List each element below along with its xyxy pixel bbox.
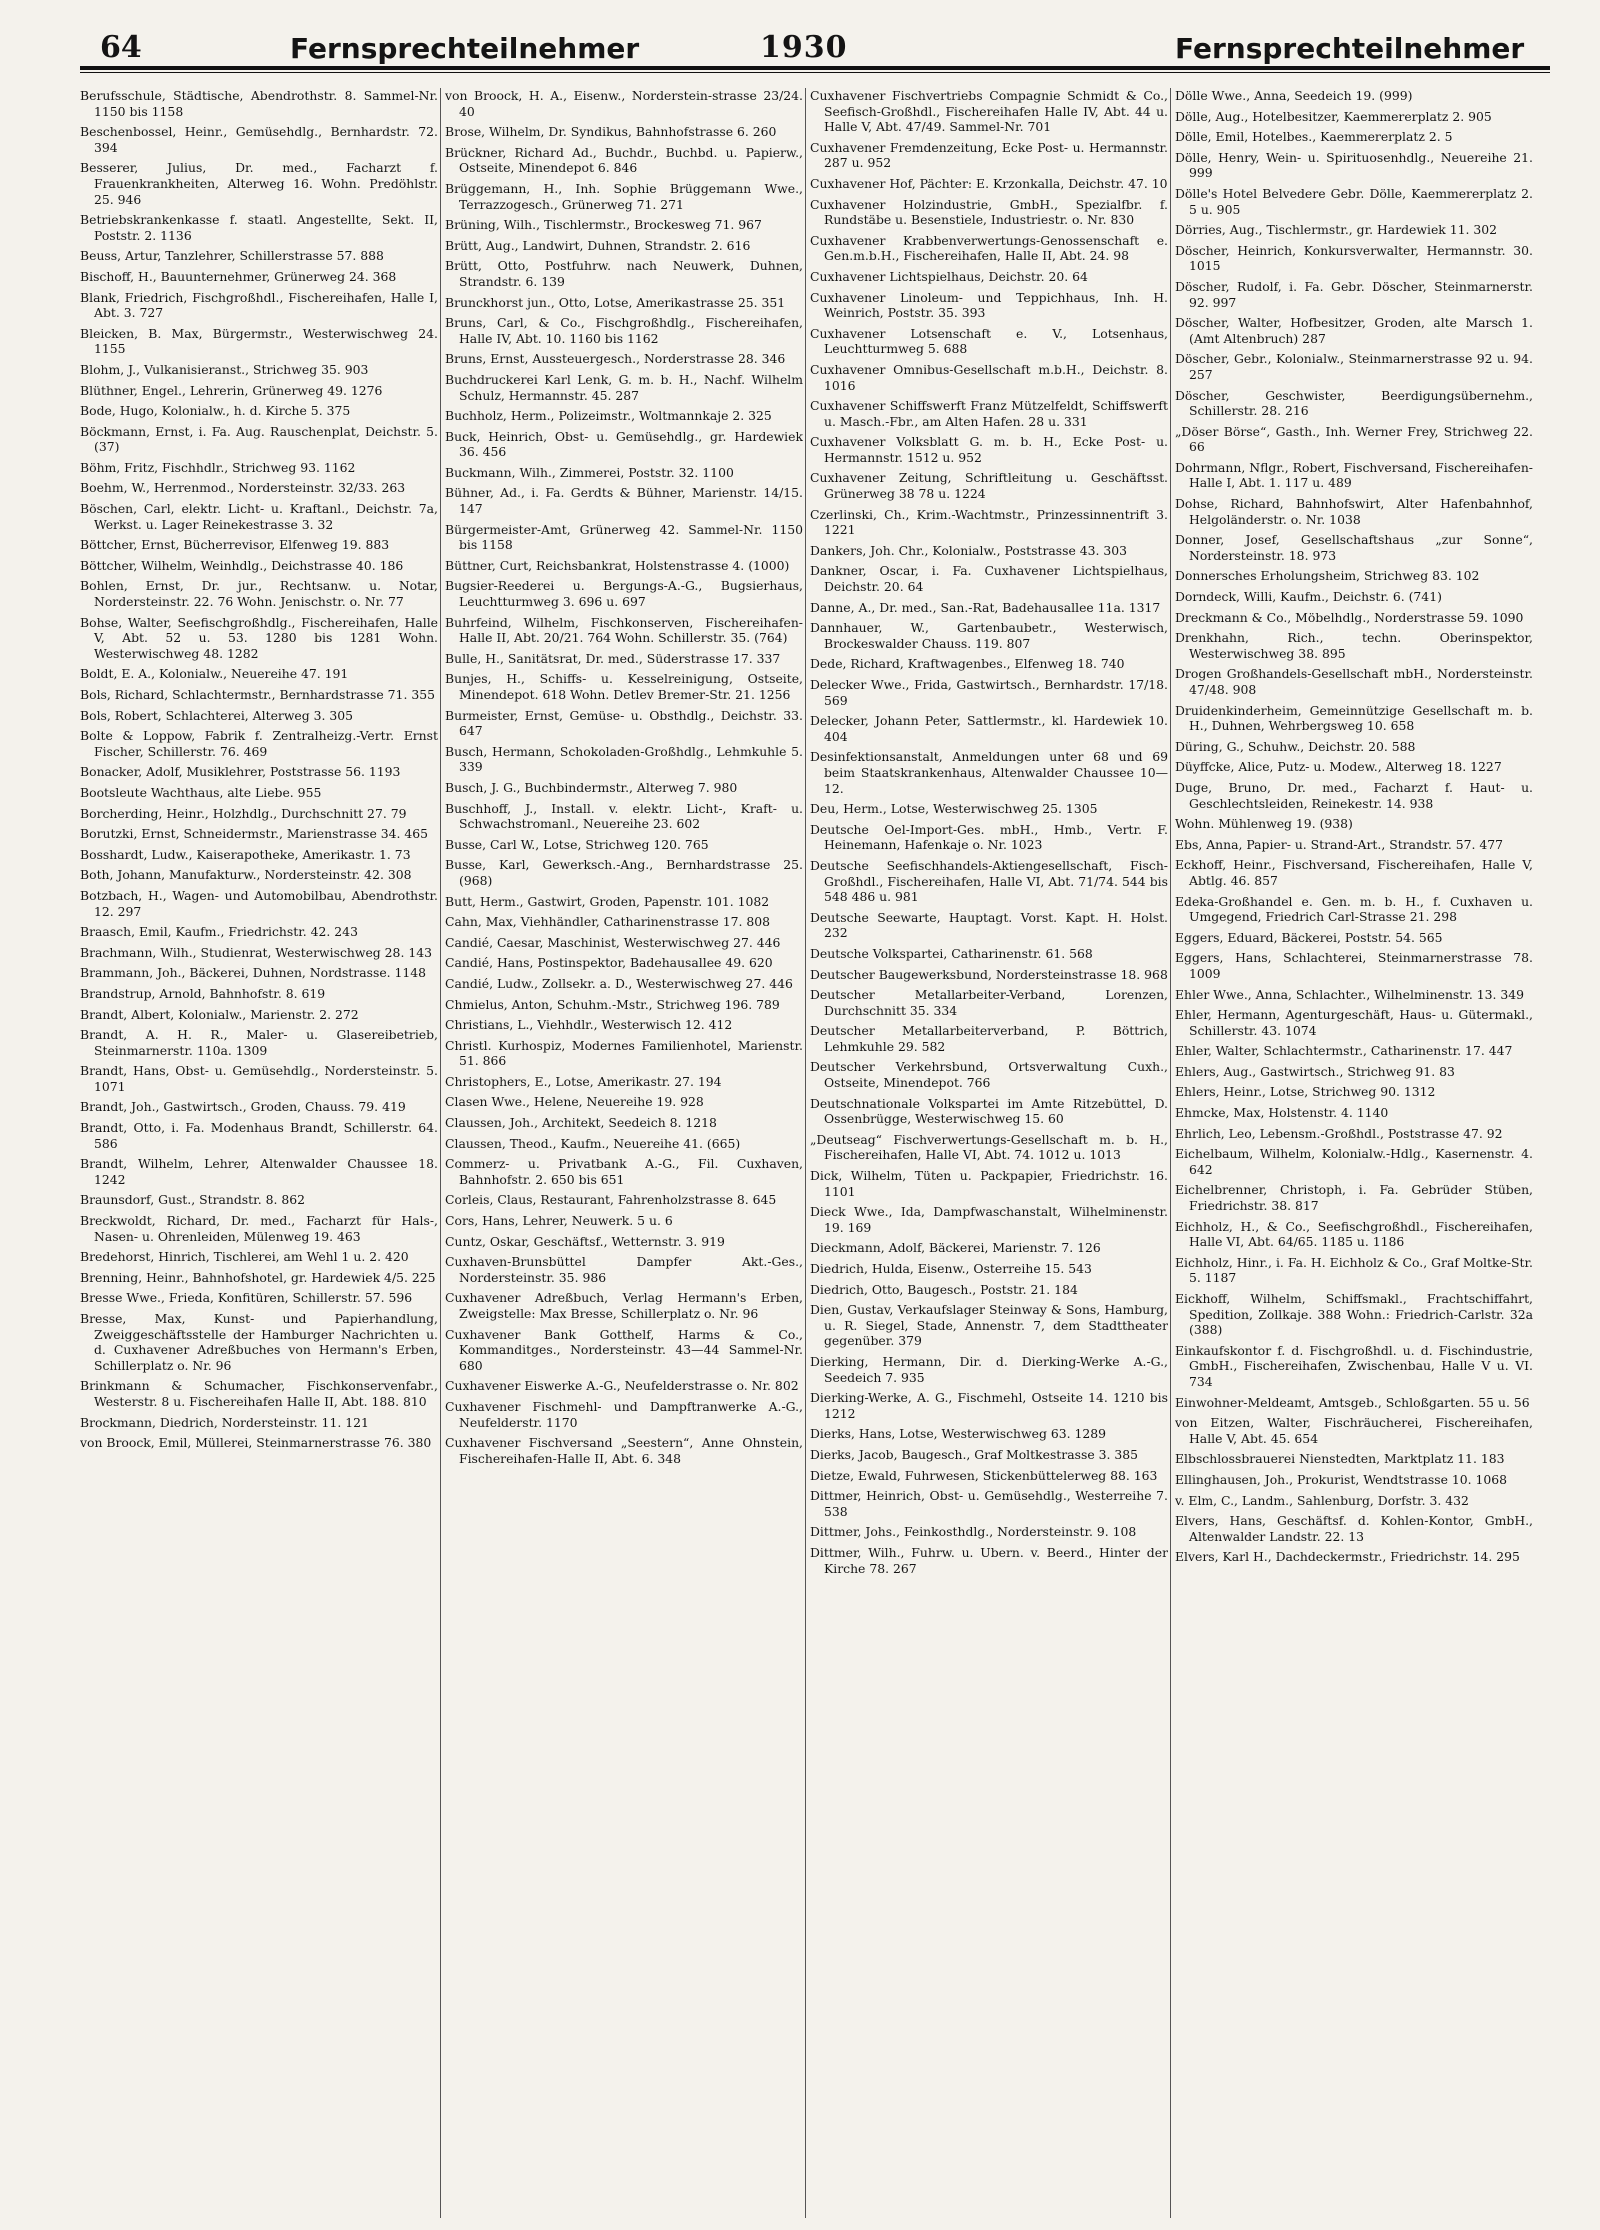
directory-entry: Dorndeck, Willi, Kaufm., Deichstr. 6. (741)	[1175, 589, 1442, 605]
directory-entry: Christophers, E., Lotse, Amerikastr. 27. 194	[445, 1073, 722, 1089]
directory-entry: Dick, Wilhelm, Tüten u. Packpapier, Friedrichstr. 16. 1101	[810, 1168, 1168, 1199]
directory-entry: Dien, Gustav, Verkaufslager Steinway & Sons, Hamburg, u. R. Siegel, Stade, Annenstr. 7, dem Stadttheater gegenüber. 379	[810, 1302, 1168, 1349]
directory-entry: Bredehorst, Hinrich, Tischlerei, am Wehl 1 u. 2. 420	[80, 1249, 409, 1265]
directory-entry: Busch, J. G., Buchbindermstr., Alterweg 7. 980	[445, 779, 738, 795]
directory-entry: Dierking-Werke, A. G., Fischmehl, Ostseite 14. 1210 bis 1212	[810, 1390, 1168, 1421]
directory-entry: Bohse, Walter, Seefischgroßhdlg., Fischereihafen, Halle V, Abt. 52 u. 53. 1280 bis 1281 Wohn. Westerwischweg 48. 1282	[80, 614, 438, 661]
directory-entry: Deutscher Baugewerksbund, Nordersteinstrasse 18. 968	[810, 966, 1168, 982]
directory-entry: Ellinghausen, Joh., Prokurist, Wendtstrasse 10. 1068	[1175, 1471, 1508, 1487]
directory-entry: Botzbach, H., Wagen- und Automobilbau, Abendrothstr. 12. 297	[80, 887, 438, 919]
header-rule-thin	[80, 72, 1550, 73]
directory-entry: Edeka-Großhandel e. Gen. m. b. H., f. Cuxhaven u. Umgegend, Friedrich Carl-Strasse 21. 298	[1175, 893, 1533, 925]
directory-entry: Dohrmann, Nflgr., Robert, Fischversand, Fischereihafen-Halle I, Abt. 1. 117 u. 489	[1175, 459, 1533, 491]
directory-entry: Buchholz, Herm., Polizeimstr., Woltmannkaje 2. 325	[445, 408, 772, 424]
directory-entry: Deutsche Volkspartei, Catharinenstr. 61. 568	[810, 945, 1093, 961]
directory-entry: Besserer, Julius, Dr. med., Facharzt f. Frauenkrankheiten, Alterweg 16. Wohn. Predöhlstr. 25. 946	[80, 160, 438, 207]
directory-entry: Burmeister, Ernst, Gemüse- u. Obsthdlg., Deichstr. 33. 647	[445, 707, 803, 739]
directory-entry: Dierks, Hans, Lotse, Westerwischweg 63. 1289	[810, 1426, 1107, 1442]
directory-entry: Claussen, Joh., Architekt, Seedeich 8. 1218	[445, 1115, 717, 1131]
directory-entry: Ehrlich, Leo, Lebensm.-Großhdl., Poststrasse 47. 92	[1175, 1125, 1503, 1141]
directory-entry: Desinfektionsanstalt, Anmeldungen unter 68 und 69 beim Staatskrankenhaus, Altenwalder Chaussee 10—12.	[810, 749, 1168, 796]
directory-entry: Ehler, Hermann, Agenturgeschäft, Haus- u. Gütermakl., Schillerstr. 43. 1074	[1175, 1007, 1533, 1038]
directory-entry: Dieckmann, Adolf, Bäckerei, Marienstr. 7. 126	[810, 1240, 1101, 1256]
directory-entry: Dierking, Hermann, Dir. d. Dierking-Werke A.-G., Seedeich 7. 935	[810, 1353, 1168, 1385]
directory-entry: Buck, Heinrich, Obst- u. Gemüsehdlg., gr. Hardewiek 36. 456	[445, 428, 803, 460]
column-3	[810, 88, 1168, 2218]
directory-entry: Cuxhavener Adreßbuch, Verlag Hermann's Erben, Zweigstelle: Max Bresse, Schillerplatz o. Nr. 96	[445, 1290, 803, 1321]
directory-entry: Brütt, Otto, Postfuhrw. nach Neuwerk, Duhnen, Strandstr. 6. 139	[445, 258, 803, 289]
directory-entry: Deutscher Verkehrsbund, Ortsverwaltung Cuxh., Ostseite, Minendepot. 766	[810, 1059, 1168, 1091]
directory-entry: Eggers, Eduard, Bäckerei, Poststr. 54. 565	[1175, 929, 1443, 945]
directory-entry: Cuxhavener Fremdenzeitung, Ecke Post- u. Hermannstr. 287 u. 952	[810, 139, 1168, 171]
directory-entry: Beuss, Artur, Tanzlehrer, Schillerstrasse 57. 888	[80, 248, 384, 264]
directory-entry: Cuxhavener Lotsenschaft e. V., Lotsenhaus, Leuchtturmweg 5. 688	[810, 325, 1168, 357]
directory-entry: Brütt, Aug., Landwirt, Duhnen, Strandstr. 2. 616	[445, 237, 751, 253]
directory-entry: Christl. Kurhospiz, Modernes Familienhotel, Marienstr. 51. 866	[445, 1037, 803, 1069]
directory-entry: Boldt, E. A., Kolonialw., Neuereihe 47. 191	[80, 666, 349, 682]
directory-entry: Cuxhavener Bank Gotthelf, Harms & Co., Kommanditges., Nordersteinstr. 43—44 Sammel-Nr. 680	[445, 1326, 803, 1373]
directory-entry: Boehm, W., Herrenmod., Nordersteinstr. 32/33. 263	[80, 480, 406, 496]
directory-entry: Buckmann, Wilh., Zimmerei, Poststr. 32. 1100	[445, 464, 734, 480]
directory-entry: Buschhoff, J., Install. v. elektr. Licht-, Kraft- u. Schwachstromanl., Neuereihe 23. 602	[445, 800, 803, 832]
directory-entry: Diedrich, Hulda, Eisenw., Osterreihe 15. 543	[810, 1261, 1092, 1276]
directory-entry: Chmielus, Anton, Schuhm.-Mstr., Strichweg 196. 789	[445, 996, 780, 1012]
directory-entry: Brüning, Wilh., Tischlermstr., Brockesweg 71. 967	[445, 217, 762, 233]
directory-entry: Drogen Großhandels-Gesellschaft mbH., Nordersteinstr. 47/48. 908	[1175, 666, 1533, 697]
directory-entry: Elvers, Hans, Geschäftsf. d. Kohlen-Kontor, GmbH., Altenwalder Landstr. 22. 13	[1175, 1513, 1533, 1544]
directory-entry: Dede, Richard, Kraftwagenbes., Elfenweg 18. 740	[810, 656, 1125, 672]
directory-entry: Bohlen, Ernst, Dr. jur., Rechtsanw. u. Notar, Nordersteinstr. 22. 76 Wohn. Jenischstr. o. Nr. 77	[80, 578, 438, 610]
directory-entry: Ehlers, Heinr., Lotse, Strichweg 90. 1312	[1175, 1084, 1436, 1100]
directory-entry: Ehler Wwe., Anna, Schlachter., Wilhelminenstr. 13. 349	[1175, 986, 1525, 1002]
directory-entry: Bunjes, H., Schiffs- u. Kesselreinigung, Ostseite, Minendepot. 618 Wohn. Detlev Bremer-Str. 21. 1256	[445, 671, 803, 702]
directory-entry: Cuxhavener Schiffswerft Franz Mützelfeldt, Schiffswerft u. Masch.-Fbr., am Alten Hafen. 28 u. 331	[810, 398, 1168, 429]
directory-entry: Dannhauer, W., Gartenbaubetr., Westerwisch, Brockeswalder Chauss. 119. 807	[810, 620, 1168, 651]
directory-entry: Christians, L., Viehhdlr., Westerwisch 12. 412	[445, 1017, 733, 1033]
directory-entry: Bleicken, B. Max, Bürgermstr., Westerwischweg 24. 1155	[80, 325, 438, 357]
directory-entry: Düyffcke, Alice, Putz- u. Modew., Alterweg 18. 1227	[1175, 759, 1502, 775]
directory-entry: Cors, Hans, Lehrer, Neuwerk. 5 u. 6	[445, 1213, 673, 1229]
column-divider	[440, 88, 441, 2218]
directory-entry: Dittmer, Johs., Feinkosthdlg., Nordersteinstr. 9. 108	[810, 1524, 1137, 1540]
directory-entry: von Broock, Emil, Müllerei, Steinmarnerstrasse 76. 380	[80, 1435, 432, 1451]
directory-entry: Ehler, Walter, Schlachtermstr., Catharinenstr. 17. 447	[1175, 1043, 1513, 1059]
directory-entry: Diedrich, Otto, Baugesch., Poststr. 21. 184	[810, 1281, 1078, 1297]
directory-entry: Cuxhaven-Brunsbüttel Dampfer Akt.-Ges., Nordersteinstr. 35. 986	[445, 1254, 803, 1285]
directory-entry: Bootsleute Wachthaus, alte Liebe. 955	[80, 784, 322, 800]
directory-entry: Czerlinski, Ch., Krim.-Wachtmstr., Prinzessinnentrift 3. 1221	[810, 506, 1168, 538]
running-title-right: Fernsprechteilnehmer	[1175, 32, 1525, 65]
directory-entry: Brenning, Heinr., Bahnhofshotel, gr. Hardewiek 4/5. 225	[80, 1269, 436, 1285]
directory-entry: Büttner, Curt, Reichsbankrat, Holstenstrasse 4. (1000)	[445, 557, 790, 573]
directory-entry: Bürgermeister-Amt, Grünerweg 42. Sammel-Nr. 1150 bis 1158	[445, 521, 803, 553]
directory-entry: Böckmann, Ernst, i. Fa. Aug. Rauschenplat, Deichstr. 5. (37)	[80, 423, 438, 455]
directory-entry: von Eitzen, Walter, Fischräucherei, Fischereihafen, Halle V, Abt. 45. 654	[1175, 1415, 1533, 1446]
directory-entry: Deutsche Oel-Import-Ges. mbH., Hmb., Vertr. F. Heinemann, Hafenkaje o. Nr. 1023	[810, 821, 1168, 853]
directory-entry: Einwohner-Meldeamt, Amtsgeb., Schloßgarten. 55 u. 56	[1175, 1394, 1530, 1410]
directory-entry: Dierks, Jacob, Baugesch., Graf Moltkestrasse 3. 385	[810, 1446, 1139, 1462]
directory-entry: Eichholz, H., & Co., Seefischgroßhdl., Fischereihafen, Halle VI, Abt. 64/65. 1185 u. 1186	[1175, 1218, 1533, 1250]
directory-entry: Blüthner, Engel., Lehrerin, Grünerweg 49. 1276	[80, 382, 383, 398]
directory-entry: Elbschlossbrauerei Nienstedten, Marktplatz 11. 183	[1175, 1451, 1505, 1467]
directory-entry: Ebs, Anna, Papier- u. Strand-Art., Strandstr. 57. 477	[1175, 836, 1503, 852]
directory-entry: Deutsche Seefischhandels-Aktiengesellschaft, Fisch-Großhdl., Fischereihafen, Halle VI, Abt. 71/74. 544 bis 548 486 u. 981	[810, 857, 1168, 905]
directory-entry: Böttcher, Wilhelm, Weinhdlg., Deichstrasse 40. 186	[80, 557, 404, 573]
year-label: 1930	[760, 30, 848, 65]
directory-entry: Cuxhavener Krabbenverwertungs-Genossenschaft e. Gen.m.b.H., Fischereihafen, Halle II, Abt. 24. 98	[810, 232, 1168, 264]
directory-entry: Deutscher Metallarbeiter-Verband, Lorenzen, Durchschnitt 35. 334	[810, 987, 1168, 1018]
directory-entry: Cuxhavener Fischmehl- und Dampftranwerke A.-G., Neufelderstr. 1170	[445, 1398, 803, 1430]
directory-entry: Düring, G., Schuhw., Deichstr. 20. 588	[1175, 738, 1416, 754]
directory-entry: Dölle Wwe., Anna, Seedeich 19. (999)	[1175, 88, 1413, 103]
directory-entry: Bolte & Loppow, Fabrik f. Zentralheizg.-Vertr. Ernst Fischer, Schillerstr. 76. 469	[80, 728, 438, 759]
directory-entry: Borutzki, Ernst, Schneidermstr., Marienstrasse 34. 465	[80, 826, 429, 842]
page-number: 64	[100, 30, 142, 65]
directory-entry: Donner, Josef, Gesellschaftshaus „zur Sonne“, Nordersteinstr. 18. 973	[1175, 532, 1533, 563]
directory-entry: Brüggemann, H., Inh. Sophie Brüggemann Wwe., Terrazzogesch., Grünerweg 71. 271	[445, 180, 803, 212]
directory-entry: Dölle, Henry, Wein- u. Spirituosenhdlg., Neuereihe 21. 999	[1175, 149, 1533, 181]
directory-entry: Brinkmann & Schumacher, Fischkonservenfabr., Westerstr. 8 u. Fischereihafen Halle II, Abt. 188. 810	[80, 1378, 438, 1409]
directory-entry: Breckwoldt, Richard, Dr. med., Facharzt für Hals-, Nasen- u. Ohrenleiden, Mülenweg 19. 463	[80, 1213, 438, 1244]
directory-entry: Drenkhahn, Rich., techn. Oberinspektor, Westerwischweg 38. 895	[1175, 630, 1533, 661]
directory-entry: Brandstrup, Arnold, Bahnhofstr. 8. 619	[80, 985, 326, 1001]
directory-entry: Eichelbaum, Wilhelm, Kolonialw.-Hdlg., Kasernenstr. 4. 642	[1175, 1146, 1533, 1177]
directory-entry: Cuxhavener Eiswerke A.-G., Neufelderstrasse o. Nr. 802	[445, 1378, 799, 1394]
directory-entry: Delecker, Johann Peter, Sattlermstr., kl. Hardewiek 10. 404	[810, 713, 1168, 744]
directory-entry: Deutscher Metallarbeiterverband, P. Böttrich, Lehmkuhle 29. 582	[810, 1023, 1168, 1054]
directory-entry: Candié, Hans, Postinspektor, Badehausallee 49. 620	[445, 955, 773, 971]
directory-entry: Busse, Carl W., Lotse, Strichweg 120. 765	[445, 836, 709, 852]
directory-entry: Corleis, Claus, Restaurant, Fahrenholzstrasse 8. 645	[445, 1192, 777, 1208]
directory-entry: Döscher, Heinrich, Konkursverwalter, Hermannstr. 30. 1015	[1175, 242, 1533, 274]
directory-entry: Eichholz, Hinr., i. Fa. H. Eichholz & Co., Graf Moltke-Str. 5. 1187	[1175, 1254, 1533, 1286]
directory-entry: Busse, Karl, Gewerksch.-Ang., Bernhardstrasse 25. (968)	[445, 857, 803, 888]
directory-entry: Cuxhavener Fischvertriebs Compagnie Schmidt & Co., Seefisch-Großhdl., Fischereihafen Halle IV, Abt. 44 u. Halle V, Abt. 47/49. Sammel-Nr. 701	[810, 88, 1168, 135]
directory-entry: Brandt, Wilhelm, Lehrer, Altenwalder Chaussee 18. 1242	[80, 1156, 438, 1187]
directory-entry: Buchdruckerei Karl Lenk, G. m. b. H., Nachf. Wilhelm Schulz, Hermannstr. 45. 287	[445, 371, 803, 403]
directory-entry: Bode, Hugo, Kolonialw., h. d. Kirche 5. 375	[80, 403, 351, 419]
running-title-left: Fernsprechteilnehmer	[290, 32, 640, 65]
directory-entry: Brunckhorst jun., Otto, Lotse, Amerikastrasse 25. 351	[445, 294, 786, 310]
directory-entry: Blohm, J., Vulkanisieranst., Strichweg 35. 903	[80, 361, 369, 377]
directory-entry: Dankers, Joh. Chr., Kolonialw., Poststrasse 43. 303	[810, 542, 1128, 558]
directory-entry: Cuxhavener Volksblatt G. m. b. H., Ecke Post- u. Hermannstr. 1512 u. 952	[810, 434, 1168, 465]
directory-entry: Brachmann, Wilh., Studienrat, Westerwischweg 28. 143	[80, 944, 432, 960]
directory-entry: Cahn, Max, Viehhändler, Catharinenstrasse 17. 808	[445, 914, 770, 930]
directory-entry: Druidenkinderheim, Gemeinnützige Gesellschaft m. b. H., Duhnen, Wehrbergsweg 10. 658	[1175, 702, 1533, 734]
directory-entry: Dieck Wwe., Ida, Dampfwaschanstalt, Wilhelminenstr. 19. 169	[810, 1204, 1168, 1235]
directory-entry: Braasch, Emil, Kaufm., Friedrichstr. 42. 243	[80, 924, 358, 940]
directory-entry: „Döser Börse“, Gasth., Inh. Werner Frey, Strichweg 22. 66	[1175, 423, 1533, 455]
directory-entry: Böschen, Carl, elektr. Licht- u. Kraftanl., Deichstr. 7a, Werkst. u. Lager Reinekestrasse 3. 32	[80, 501, 438, 532]
directory-entry: v. Elm, C., Landm., Sahlenburg, Dorfstr. 3. 432	[1175, 1492, 1469, 1508]
directory-entry: Brammann, Joh., Bäckerei, Duhnen, Nordstrasse. 1148	[80, 965, 427, 981]
directory-entry: Danne, A., Dr. med., San.-Rat, Badehausallee 11a. 1317	[810, 599, 1161, 615]
directory-entry: Dittmer, Heinrich, Obst- u. Gemüsehdlg., Westerreihe 7. 538	[810, 1488, 1168, 1519]
directory-entry: Cuxhavener Linoleum- und Teppichhaus, Inh. H. Weinrich, Poststr. 35. 393	[810, 289, 1168, 321]
directory-entry: Buhrfeind, Wilhelm, Fischkonserven, Fischereihafen-Halle II, Abt. 20/21. 764 Wohn. Schillerstr. 35. (764)	[445, 614, 803, 646]
directory-entry: Bresse, Max, Kunst- und Papierhandlung, Zweiggeschäftsstelle der Hamburger Nachrichten u. d. Cuxhavener Adreßbuches von Hermann's Erben, Schillerplatz o. Nr. 96	[80, 1311, 438, 1373]
directory-entry: Bühner, Ad., i. Fa. Gerdts & Bühner, Marienstr. 14/15. 147	[445, 485, 803, 517]
directory-entry: Commerz- u. Privatbank A.-G., Fil. Cuxhaven, Bahnhofstr. 2. 650 bis 651	[445, 1156, 803, 1187]
directory-entry: Cuntz, Oskar, Geschäftsf., Wetternstr. 3. 919	[445, 1233, 725, 1249]
directory-entry: Cuxhavener Holzindustrie, GmbH., Spezialfbr. f. Rundstäbe u. Besenstiele, Industriestr. o. Nr. 830	[810, 196, 1168, 228]
directory-entry: Brandt, Hans, Obst- u. Gemüsehdlg., Nordersteinstr. 5. 1071	[80, 1063, 438, 1094]
directory-entry: Betriebskrankenkasse f. staatl. Angestellte, Sekt. II, Poststr. 2. 1136	[80, 212, 438, 243]
directory-entry: Candié, Ludw., Zollsekr. a. D., Westerwischweg 27. 446	[445, 975, 793, 991]
directory-entry: Eckhoff, Heinr., Fischversand, Fischereihafen, Halle V, Abtlg. 46. 857	[1175, 857, 1533, 888]
directory-entry: Dörries, Aug., Tischlermstr., gr. Hardewiek 11. 302	[1175, 222, 1498, 238]
column-4	[1175, 88, 1533, 2218]
column-divider	[1170, 88, 1171, 2218]
directory-entry: Candié, Caesar, Maschinist, Westerwischweg 27. 446	[445, 934, 781, 950]
directory-entry: Dankner, Oscar, i. Fa. Cuxhavener Lichtspielhaus, Deichstr. 20. 64	[810, 563, 1168, 595]
directory-entry: Ehmcke, Max, Holstenstr. 4. 1140	[1175, 1105, 1389, 1121]
directory-entry: Bulle, H., Sanitätsrat, Dr. med., Süderstrasse 17. 337	[445, 650, 781, 666]
directory-entry: Brockmann, Diedrich, Nordersteinstr. 11. 121	[80, 1414, 369, 1430]
directory-entry: Duge, Bruno, Dr. med., Facharzt f. Haut- u. Geschlechtsleiden, Reinekestr. 14. 938	[1175, 779, 1533, 811]
directory-entry: Dölle's Hotel Belvedere Gebr. Dölle, Kaemmererplatz 2. 5 u. 905	[1175, 185, 1533, 217]
directory-entry: Beschenbossel, Heinr., Gemüsehdlg., Bernhardstr. 72. 394	[80, 124, 438, 155]
directory-entry: Brückner, Richard Ad., Buchdr., Buchbd. u. Papierw., Ostseite, Minendepot 6. 846	[445, 144, 803, 176]
directory-entry: Cuxhavener Lichtspielhaus, Deichstr. 20. 64	[810, 268, 1088, 284]
directory-entry: Döscher, Walter, Hofbesitzer, Groden, alte Marsch 1. (Amt Altenbruch) 287	[1175, 315, 1533, 346]
directory-entry: Brandt, Joh., Gastwirtsch., Groden, Chauss. 79. 419	[80, 1099, 406, 1115]
directory-entry: Busch, Hermann, Schokoladen-Großhdlg., Lehmkuhle 5. 339	[445, 743, 803, 775]
directory-entry: Delecker Wwe., Frida, Gastwirtsch., Bernhardstr. 17/18. 569	[810, 677, 1168, 708]
directory-entry: Eichelbrenner, Christoph, i. Fa. Gebrüder Stüben, Friedrichstr. 38. 817	[1175, 1182, 1533, 1214]
header-rule-thick	[80, 66, 1550, 70]
directory-entry: Brandt, Albert, Kolonialw., Marienstr. 2. 272	[80, 1006, 359, 1022]
column-divider	[805, 88, 806, 2218]
directory-entry: Böhm, Fritz, Fischhdlr., Strichweg 93. 1162	[80, 459, 356, 475]
directory-entry: von Broock, H. A., Eisenw., Norderstein-strasse 23/24. 40	[445, 88, 803, 119]
column-1	[80, 88, 438, 2218]
directory-entry: Bols, Richard, Schlachtermstr., Bernhardstrasse 71. 355	[80, 687, 435, 702]
directory-entry: Brose, Wilhelm, Dr. Syndikus, Bahnhofstrasse 6. 260	[445, 124, 777, 140]
directory-entry: Bonacker, Adolf, Musiklehrer, Poststrasse 56. 1193	[80, 764, 401, 780]
directory-entry: Eickhoff, Wilhelm, Schiffsmakl., Frachtschiffahrt, Spedition, Zollkaje. 388 Wohn.: Friedrich-Carlstr. 32a (388)	[1175, 1291, 1533, 1338]
directory-entry: Cuxhavener Zeitung, Schriftleitung u. Geschäftsst. Grünerweg 38 78 u. 1224	[810, 470, 1168, 502]
page-header	[100, 30, 1540, 70]
directory-entry: Bruns, Ernst, Aussteuergesch., Norderstrasse 28. 346	[445, 351, 786, 367]
directory-entry: Elvers, Karl H., Dachdeckermstr., Friedrichstr. 14. 295	[1175, 1549, 1520, 1565]
directory-entry: Deutschnationale Volkspartei im Amte Ritzebüttel, D. Ossenbrügge, Westerwischweg 15. 60	[810, 1095, 1168, 1127]
directory-entry: Both, Johann, Manufakturw., Nordersteinstr. 42. 308	[80, 867, 412, 883]
directory-entry: Döscher, Rudolf, i. Fa. Gebr. Döscher, Steinmarnerstr. 92. 997	[1175, 278, 1533, 310]
directory-entry: Dohse, Richard, Bahnhofswirt, Alter Hafenbahnhof, Helgoländerstr. o. Nr. 1038	[1175, 496, 1533, 527]
directory-entry: Butt, Herm., Gastwirt, Groden, Papenstr. 101. 1082	[445, 893, 770, 909]
directory-entry: Dittmer, Wilh., Fuhrw. u. Ubern. v. Beerd., Hinter der Kirche 78. 267	[810, 1544, 1168, 1576]
directory-entry: Blank, Friedrich, Fischgroßhdl., Fischereihafen, Halle I, Abt. 3. 727	[80, 289, 438, 321]
directory-entry: Dietze, Ewald, Fuhrwesen, Stickenbüttelerweg 88. 163	[810, 1467, 1158, 1483]
directory-entry: Cuxhavener Fischversand „Seestern“, Anne Ohnstein, Fischereihafen-Halle II, Abt. 6. 348	[445, 1435, 803, 1466]
directory-entry: Brandt, Otto, i. Fa. Modenhaus Brandt, Schillerstr. 64. 586	[80, 1120, 438, 1151]
directory-entry: Braunsdorf, Gust., Strandstr. 8. 862	[80, 1192, 305, 1208]
directory-entry: Deu, Herm., Lotse, Westerwischweg 25. 1305	[810, 801, 1098, 817]
directory-entry: Cuxhavener Omnibus-Gesellschaft m.b.H., Deichstr. 8. 1016	[810, 361, 1168, 393]
column-2	[445, 88, 803, 2218]
directory-entry: Eggers, Hans, Schlachterei, Steinmarnerstrasse 78. 1009	[1175, 950, 1533, 981]
directory-entry: Bosshardt, Ludw., Kaiserapotheke, Amerikastr. 1. 73	[80, 846, 411, 862]
directory-entry: Berufsschule, Städtische, Abendrothstr. 8. Sammel-Nr. 1150 bis 1158	[80, 88, 438, 119]
directory-entry: Donnersches Erholungsheim, Strichweg 83. 102	[1175, 568, 1480, 584]
directory-entry: Böttcher, Ernst, Bücherrevisor, Elfenweg 19. 883	[80, 537, 390, 553]
directory-entry: Bruns, Carl, & Co., Fischgroßhdlg., Fischereihafen, Halle IV, Abt. 10. 1160 bis 1162	[445, 315, 803, 346]
directory-entry: Bischoff, H., Bauunternehmer, Grünerweg 24. 368	[80, 268, 397, 284]
directory-entry: Wohn. Mühlenweg 19. (938)	[1175, 816, 1353, 832]
directory-entry: Bresse Wwe., Frieda, Konfitüren, Schillerstr. 57. 596	[80, 1290, 413, 1306]
directory-entry: „Deutseag“ Fischverwertungs-Gesellschaft m. b. H., Fischereihafen, Halle VI, Abt. 74. 1012 u. 1013	[810, 1131, 1168, 1163]
directory-entry: Dölle, Aug., Hotelbesitzer, Kaemmererplatz 2. 905	[1175, 108, 1492, 124]
directory-entry: Claussen, Theod., Kaufm., Neuereihe 41. (665)	[445, 1135, 741, 1151]
directory-entry: Dölle, Emil, Hotelbes., Kaemmererplatz 2. 5	[1175, 129, 1453, 145]
directory-entry: Cuxhavener Hof, Pächter: E. Krzonkalla, Deichstr. 47. 10	[810, 175, 1168, 191]
directory-entry: Brandt, A. H. R., Maler- u. Glasereibetrieb, Steinmarnerstr. 110a. 1309	[80, 1027, 438, 1058]
directory-entry: Ehlers, Aug., Gastwirtsch., Strichweg 91. 83	[1175, 1063, 1455, 1079]
directory-entry: Dreckmann & Co., Möbelhdlg., Norderstrasse 59. 1090	[1175, 609, 1524, 625]
directory-entry: Deutsche Seewarte, Hauptagt. Vorst. Kapt. H. Holst. 232	[810, 909, 1168, 941]
directory-entry: Clasen Wwe., Helene, Neuereihe 19. 928	[445, 1094, 704, 1110]
directory-entry: Bugsier-Reederei u. Bergungs-A.-G., Bugsierhaus, Leuchtturmweg 3. 696 u. 697	[445, 578, 803, 610]
directory-entry: Einkaufskontor f. d. Fischgroßhdl. u. d. Fischindustrie, GmbH., Fischereihafen, Zwischenbau, Halle V u. VI. 734	[1175, 1342, 1533, 1389]
directory-entry: Bols, Robert, Schlachterei, Alterweg 3. 305	[80, 707, 354, 723]
directory-entry: Borcherding, Heinr., Holzhdlg., Durchschnitt 27. 79	[80, 805, 407, 821]
directory-entry: Döscher, Geschwister, Beerdigungsübernehm., Schillerstr. 28. 216	[1175, 387, 1533, 419]
directory-entry: Döscher, Gebr., Kolonialw., Steinmarnerstrasse 92 u. 94. 257	[1175, 351, 1533, 382]
